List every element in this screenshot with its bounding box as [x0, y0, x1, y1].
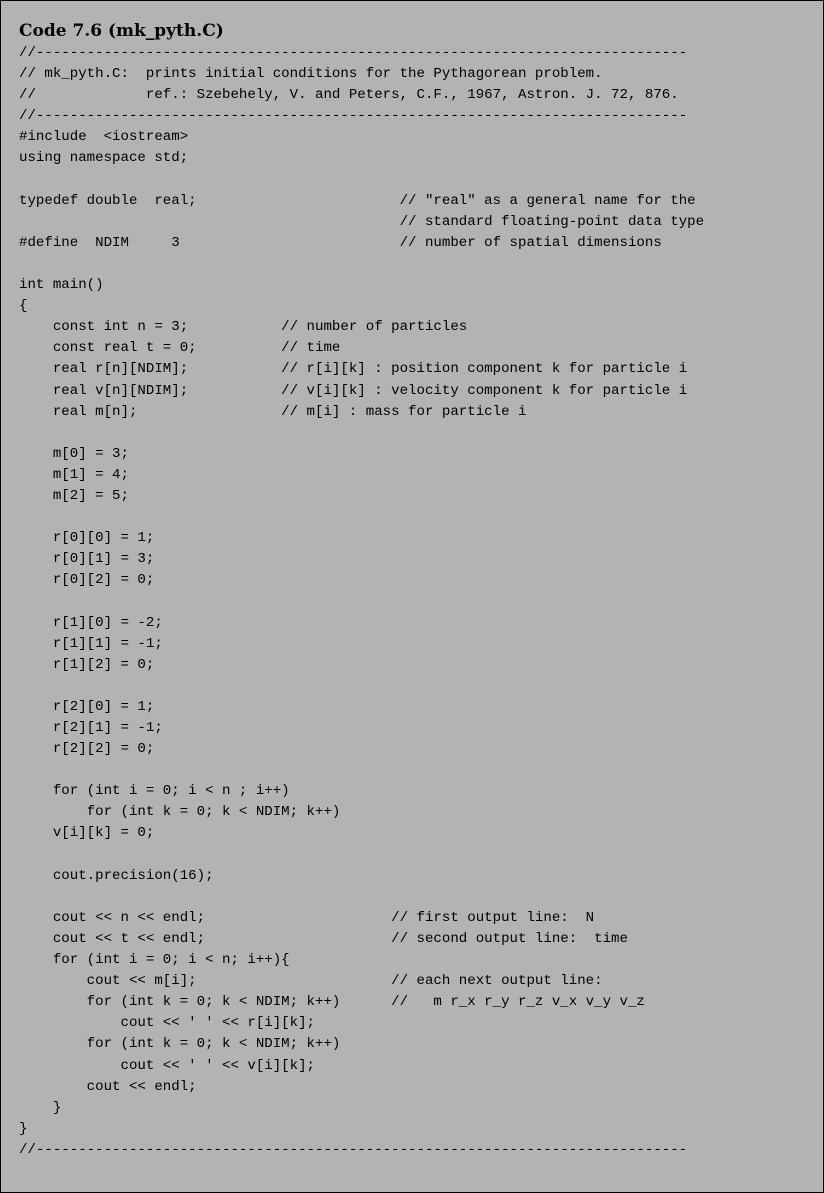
code-line: // standard floating-point data type	[19, 213, 705, 230]
code-line	[19, 887, 704, 908]
code-line: m[2] = 5;	[19, 487, 129, 504]
code-line: for (int k = 0; k < NDIM; k++)	[19, 1036, 341, 1053]
code-line: //-----------------------------------------------------------------------------	[19, 108, 688, 125]
code-line: //-----------------------------------------------------------------------------	[19, 1141, 688, 1158]
code-line	[19, 676, 704, 697]
code-line: r[2][0] = 1;	[19, 698, 155, 715]
code-line: const real t = 0; // time	[19, 340, 341, 357]
code-line: cout.precision(16);	[19, 867, 214, 884]
listing-title: Code 7.6 (mk_pyth.C)	[19, 21, 224, 41]
code-line	[19, 170, 704, 191]
code-line: v[i][k] = 0;	[19, 825, 155, 842]
code-line	[19, 591, 704, 612]
code-line: const int n = 3; // number of particles	[19, 319, 468, 336]
code-line: int main()	[19, 277, 104, 294]
code-line	[19, 760, 704, 781]
code-line: for (int k = 0; k < NDIM; k++)	[19, 804, 341, 821]
code-line: //-----------------------------------------------------------------------------	[19, 45, 688, 61]
code-line: typedef double real; // "real" as a general name for the	[19, 192, 696, 209]
code-line: // ref.: Szebehely, V. and Peters, C.F., 1967, Astron. J. 72, 876.	[19, 87, 679, 104]
code-line: #define NDIM 3 // number of spatial dimensions	[19, 234, 662, 251]
code-line: using namespace std;	[19, 150, 189, 167]
code-line: }	[19, 1099, 62, 1116]
code-line: r[1][2] = 0;	[19, 656, 155, 673]
code-line: real v[n][NDIM]; // v[i][k] : velocity component k for particle i	[19, 382, 688, 399]
code-line: r[1][0] = -2;	[19, 614, 163, 631]
code-body	[19, 43, 704, 1161]
code-line: for (int i = 0; i < n ; i++)	[19, 783, 290, 800]
code-line: #include <iostream>	[19, 129, 189, 146]
code-line: r[0][2] = 0;	[19, 572, 155, 589]
code-line: // mk_pyth.C: prints initial conditions for the Pythagorean problem.	[19, 66, 603, 83]
code-line: cout << ' ' << r[i][k];	[19, 1015, 316, 1032]
code-line: r[0][0] = 1;	[19, 530, 155, 547]
code-line: for (int k = 0; k < NDIM; k++) // m r_x r_y r_z v_x v_y v_z	[19, 994, 645, 1011]
code-line: cout << endl;	[19, 1078, 197, 1095]
code-line: {	[19, 298, 28, 315]
code-line: r[0][1] = 3;	[19, 551, 155, 568]
code-line: cout << m[i]; // each next output line:	[19, 973, 603, 990]
code-line: for (int i = 0; i < n; i++){	[19, 952, 290, 969]
code-line: cout << ' ' << v[i][k];	[19, 1057, 316, 1074]
code-line: r[1][1] = -1;	[19, 635, 163, 652]
code-line: cout << t << endl; // second output line: time	[19, 930, 628, 947]
code-line	[19, 845, 704, 866]
code-line: real r[n][NDIM]; // r[i][k] : position component k for particle i	[19, 361, 688, 378]
code-line: m[0] = 3;	[19, 445, 129, 462]
code-line: r[2][1] = -1;	[19, 720, 163, 736]
code-line	[19, 254, 704, 275]
code-line: real m[n]; // m[i] : mass for particle i	[19, 403, 527, 420]
code-line: m[1] = 4;	[19, 466, 129, 483]
code-line	[19, 507, 704, 528]
code-line: r[2][2] = 0;	[19, 741, 155, 758]
code-line: cout << n << endl; // first output line: N	[19, 909, 595, 926]
code-line	[19, 423, 704, 444]
code-line: }	[19, 1120, 28, 1137]
